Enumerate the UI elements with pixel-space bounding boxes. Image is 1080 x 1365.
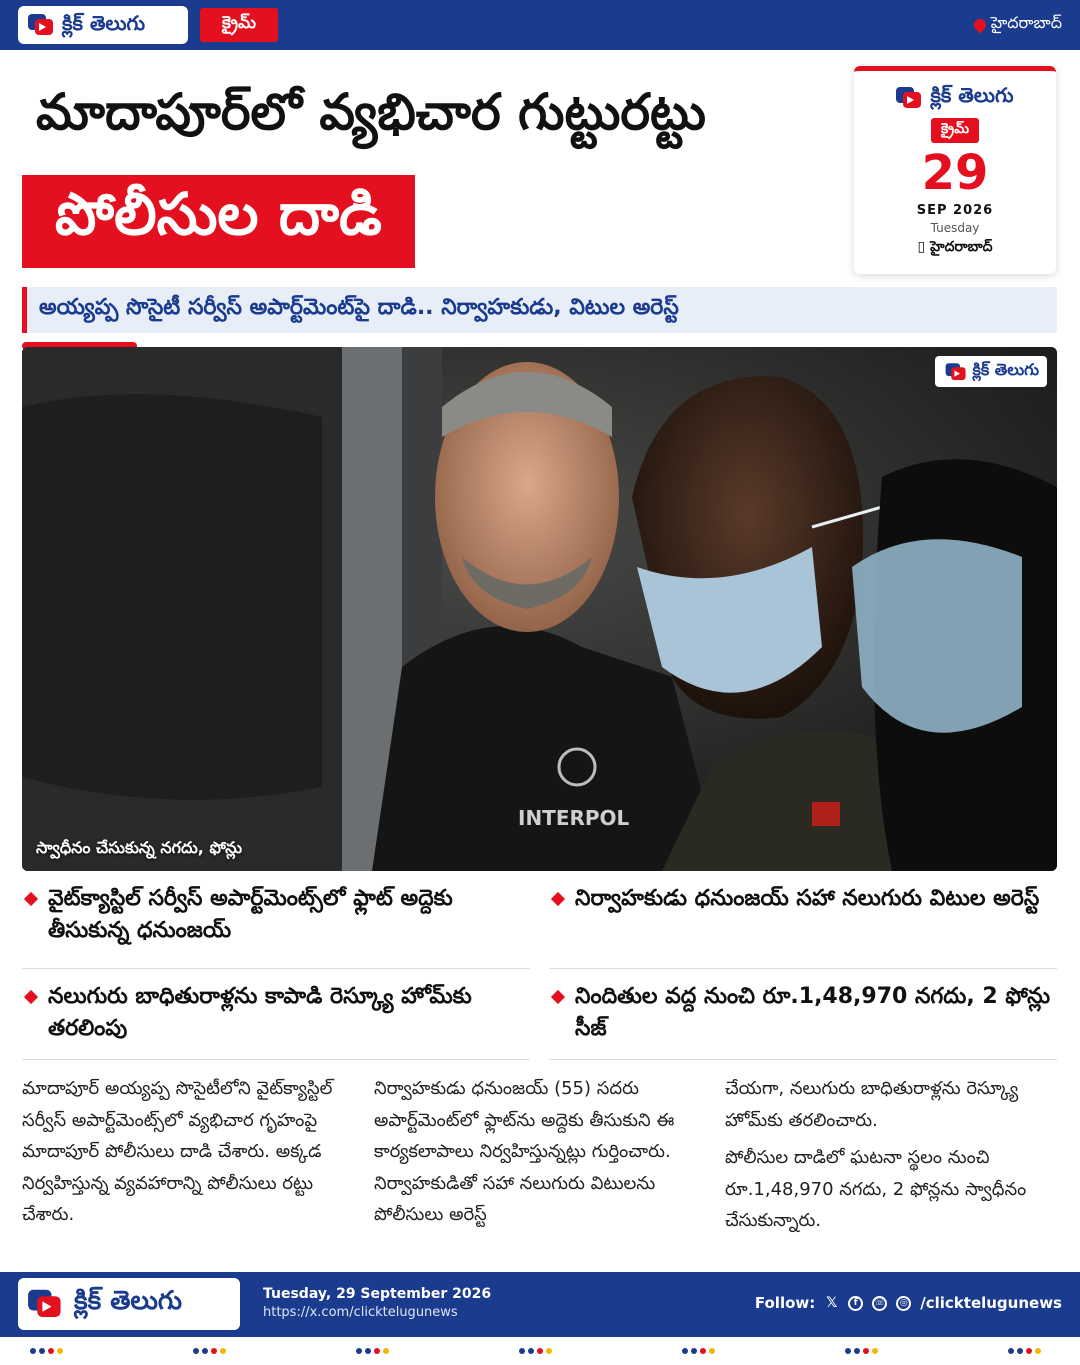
key-point — [549, 883, 1057, 915]
decorative-dots — [0, 1345, 1080, 1357]
subheadline: అయ్యప్ప సొసైటీ సర్వీస్ అపార్ట్‌మెంట్‌పై దాడి.. నిర్వాహకుడు, విటుల అరెస్ట్ — [22, 287, 1057, 333]
footer-logo[interactable] — [18, 1278, 240, 1330]
decorative-dot — [1035, 1348, 1041, 1354]
decorative-dot — [691, 1348, 697, 1354]
decorative-dot — [537, 1348, 543, 1354]
key-point-text: నలుగురు బాధితురాళ్లను కాపాడి రెస్క్యూ హోమ్‌కు తరలింపు — [48, 984, 472, 1041]
diamond-bullet-icon — [24, 990, 38, 1004]
decorative-dot — [48, 1348, 54, 1354]
decorative-dot — [211, 1348, 217, 1354]
category-badge[interactable]: క్రైమ్ — [200, 8, 278, 42]
decorative-dot — [519, 1348, 525, 1354]
decorative-dot — [57, 1348, 63, 1354]
headline: మాదాపూర్‌లో వ్యభిచార గుట్టురట్టు — [36, 83, 706, 141]
logo-icon — [28, 1290, 62, 1319]
decorative-dot — [709, 1348, 715, 1354]
whatsapp-icon[interactable]: ☏ — [872, 1296, 887, 1311]
article-column-3 — [725, 1073, 1055, 1243]
divider — [549, 1059, 1057, 1060]
decorative-dot — [220, 1348, 226, 1354]
footer-date: Tuesday, 29 September 2026 — [263, 1286, 492, 1302]
date-day: 29 — [921, 145, 989, 201]
brand-logo[interactable] — [18, 6, 188, 44]
decorative-dot — [854, 1348, 860, 1354]
logo-icon — [945, 363, 966, 381]
news-photo[interactable] — [22, 347, 1057, 871]
decorative-dot — [356, 1348, 362, 1354]
footer — [0, 1272, 1080, 1337]
diamond-bullet-icon — [551, 990, 565, 1004]
facebook-icon[interactable]: f — [848, 1296, 863, 1311]
logo-icon — [896, 87, 922, 109]
decorative-dot — [546, 1348, 552, 1354]
decorative-dot — [383, 1348, 389, 1354]
decorative-dot — [374, 1348, 380, 1354]
location-pin-icon — [971, 16, 988, 33]
article-paragraph: మాదాపూర్ అయ్యప్ప సొసైటీలోని వైట్‌క్యాస్టిల్ సర్వీస్ అపార్ట్‌మెంట్స్‌లో వ్యభిచార గృహంపై మాదాపూర్ పోలీసులు దాడి చేశారు. అక్కడ నిర్వహిస్తున్న వ్యవహారాన్ని పోలీసులు రట్టు చేశారు. — [22, 1078, 333, 1225]
shirt-text: INTERPOL — [518, 806, 630, 830]
logo-icon — [28, 14, 54, 36]
decorative-dot — [1026, 1348, 1032, 1354]
divider — [549, 968, 1057, 969]
article-column-2 — [374, 1073, 704, 1237]
date-month-year: SEP 2026 — [916, 203, 994, 218]
diamond-bullet-icon — [551, 892, 565, 906]
key-point — [22, 883, 530, 947]
diamond-bullet-icon — [24, 892, 38, 906]
decorative-dot — [39, 1348, 45, 1354]
date-card-location — [854, 239, 1056, 258]
divider — [22, 1059, 530, 1060]
key-point-text: వైట్‌క్యాస్టిల్ సర్వీస్ అపార్ట్‌మెంట్స్‌లో ఫ్లాట్ అద్దెకు తీసుకున్న ధనుంజయ్ — [48, 886, 453, 943]
decorative-dot — [528, 1348, 534, 1354]
article-column-1 — [22, 1073, 352, 1237]
decorative-dot — [1008, 1348, 1014, 1354]
decorative-dot — [845, 1348, 851, 1354]
footer-brand: క్లిక్ తెలుగు — [74, 1286, 183, 1316]
decorative-dot — [863, 1348, 869, 1354]
top-bar — [0, 0, 1080, 50]
decorative-dot — [700, 1348, 706, 1354]
x-icon[interactable]: 𝕏 — [826, 1294, 838, 1311]
key-point-text: నిందితుల వద్ద నుంచి రూ.1,48,970 నగదు, 2 ఫోన్లు సీజ్ — [575, 984, 1051, 1041]
watermark-brand: క్లిక్ తెలుగు — [972, 360, 1039, 379]
headline-banner: పోలీసుల దాడి — [22, 175, 415, 268]
decorative-dot — [872, 1348, 878, 1354]
decorative-dot — [193, 1348, 199, 1354]
brand-name: క్లిక్ తెలుగు — [62, 10, 146, 35]
date-card-logo — [854, 83, 1056, 112]
location-label — [974, 13, 1062, 36]
decorative-dot — [202, 1348, 208, 1354]
article-paragraph: నిర్వాహకుడు ధనుంజయ్ (55) సదరు అపార్ట్‌మెంట్‌లో ఫ్లాట్‌ను అద్దెకు తీసుకుని ఈ కార్యకలాపాలు నిర్వహిస్తున్నట్లు గుర్తించారు. నిర్వాహకుడితో సహా నలుగురు విటులను పోలీసులు అరెస్ట్ — [374, 1078, 675, 1225]
date-card-location-text: హైదరాబాద్ — [930, 239, 993, 255]
date-card-brand: క్లిక్ తెలుగు — [930, 83, 1014, 107]
key-point-text: నిర్వాహకుడు ధనుంజయ్ సహా నలుగురు విటుల అరెస్ట్ — [575, 886, 1040, 911]
date-card-category: క్రైమ్ — [931, 118, 979, 143]
footer-url[interactable]: https://x.com/clicktelugunews — [263, 1305, 458, 1320]
decorative-dot — [30, 1348, 36, 1354]
location-box-icon: ▯ — [917, 239, 926, 255]
divider — [22, 968, 530, 969]
decorative-dot — [682, 1348, 688, 1354]
social-links — [755, 1294, 1062, 1312]
date-weekday: Tuesday — [930, 221, 980, 235]
article-paragraph: చేయగా, నలుగురు బాధితురాళ్లను రెస్క్యూ హోమ్‌కు తరలించారు. — [725, 1078, 1019, 1131]
photo-illustration — [22, 347, 1057, 871]
social-handle[interactable]: /clicktelugunews — [920, 1294, 1062, 1312]
photo-watermark — [935, 356, 1047, 387]
follow-label: Follow: — [754, 1294, 816, 1312]
decorative-dot — [365, 1348, 371, 1354]
photo-caption: స్వాధీనం చేసుకున్న నగదు, ఫోన్లు — [36, 838, 243, 857]
location-text: హైదరాబాద్ — [990, 13, 1062, 32]
key-point — [549, 981, 1057, 1045]
article-paragraph: పోలీసుల దాడిలో ఘటనా స్థలం నుంచి రూ.1,48,970 నగదు, 2 ఫోన్లను స్వాధీనం చేసుకున్నారు. — [725, 1147, 1027, 1231]
date-card — [854, 66, 1056, 274]
instagram-icon[interactable]: ◎ — [896, 1296, 911, 1311]
decorative-dot — [1017, 1348, 1023, 1354]
key-point — [22, 981, 530, 1045]
